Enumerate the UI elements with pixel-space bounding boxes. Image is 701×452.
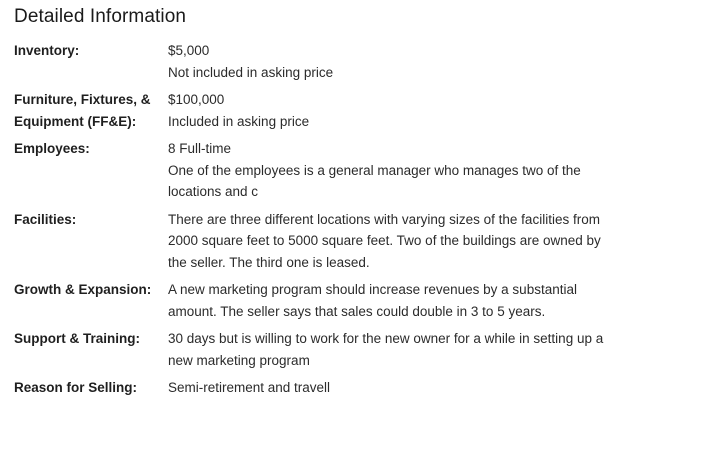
detail-row-growth-expansion — [14, 279, 701, 322]
detail-label: Reason for Selling: — [14, 380, 138, 395]
detail-value-line: There are three different locations with varying sizes of the facilities from 2000 square feet to 5000 square feet. Two of the buildings are owned by the seller. The third one is leased. — [168, 211, 601, 270]
detail-value-line: Included in asking price — [168, 113, 310, 129]
detail-value — [168, 138, 608, 203]
detail-row-reason-for-selling — [14, 377, 701, 399]
detail-value-line: Not included in asking price — [168, 64, 334, 80]
detail-row-ffe — [14, 89, 701, 132]
detail-label: Furniture, Fixtures, & Equipment (FF&E): — [14, 92, 151, 129]
detail-row-facilities — [14, 209, 701, 274]
detail-label: Inventory: — [14, 43, 80, 58]
detail-label: Facilities: — [14, 211, 77, 227]
detail-value-line: 30 days but is willing to work for the new owner for a while in setting up a new marketing program — [168, 331, 604, 368]
detail-value-line: 8 Full-time — [168, 141, 232, 156]
detail-value-line: $5,000 — [168, 43, 210, 58]
detail-value-line: A new marketing program should increase revenues by a substantial amount. The seller says that sales could double in 3 to 5 years. — [168, 282, 577, 319]
detail-row-support-training — [14, 328, 701, 371]
detail-value-line: Semi-retirement and travell — [168, 380, 331, 395]
details-list — [14, 40, 701, 399]
detail-value-line: $100,000 — [168, 92, 225, 107]
detail-row-employees — [14, 138, 701, 203]
detail-value — [168, 89, 608, 132]
detail-row-inventory — [14, 40, 701, 83]
detail-value — [168, 209, 608, 274]
detail-value — [168, 377, 608, 399]
detail-label: Support & Training: — [14, 331, 140, 346]
detail-value-line: One of the employees is a general manager who manages two of the locations and c — [168, 162, 581, 199]
section-title: Detailed Information — [14, 6, 187, 27]
detail-value — [168, 328, 608, 371]
detail-label: Growth & Expansion: — [14, 282, 152, 297]
detail-label: Employees: — [14, 141, 90, 156]
detail-value — [168, 40, 608, 83]
detail-value — [168, 279, 608, 322]
